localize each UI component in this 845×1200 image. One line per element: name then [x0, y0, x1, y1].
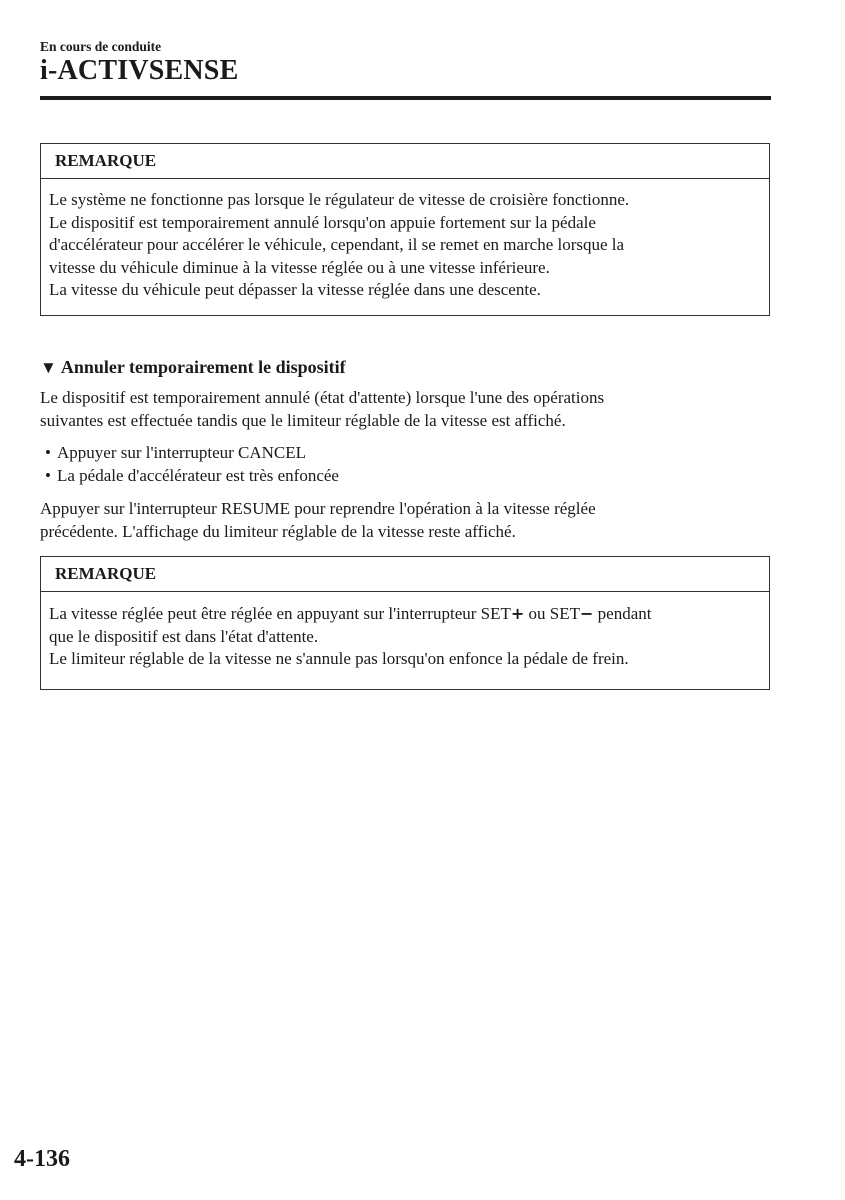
page-number: 4-136: [14, 1146, 70, 1172]
running-header-section: En cours de conduite: [40, 39, 162, 54]
note-2-text: La vitesse réglée peut être réglée en appuyant sur l'interrupteur SET: [49, 604, 511, 623]
note-2-line: que le dispositif est dans l'état d'attente.: [49, 626, 319, 646]
plus-icon: +: [510, 604, 525, 623]
triangle-down-icon: ▼: [40, 358, 57, 377]
list-item-text: La pédale d'accélérateur est très enfoncée: [57, 465, 339, 485]
bullet-icon: •: [45, 443, 51, 462]
paragraph-1: [40, 387, 760, 432]
paragraph-2: [40, 498, 760, 543]
section-heading: [40, 355, 346, 380]
note-1-line: vitesse du véhicule diminue à la vitesse réglée ou à une vitesse inférieure.: [49, 257, 550, 277]
list-item-text: Appuyer sur l'interrupteur CANCEL: [57, 443, 307, 462]
paragraph-1-line: suivantes est effectuée tandis que le limiteur réglable de la vitesse est affiché.: [40, 410, 566, 430]
note-1-line: Le dispositif est temporairement annulé lorsqu'on appuie fortement sur la pédale: [49, 212, 596, 232]
note-1-label: REMARQUE: [41, 144, 769, 179]
page-title: i-ACTIVSENSE: [40, 55, 239, 86]
bullet-icon: •: [45, 465, 51, 485]
paragraph-2-line: Appuyer sur l'interrupteur RESUME pour reprendre l'opération à la vitesse réglée: [40, 499, 596, 518]
note-2-body: [41, 592, 769, 671]
note-2-line: Le limiteur réglable de la vitesse ne s'annule pas lorsqu'on enfonce la pédale de frein.: [49, 649, 629, 668]
bullet-list: [45, 442, 339, 487]
note-1-line: Le système ne fonctionne pas lorsque le régulateur de vitesse de croisière fonctionne.: [49, 190, 630, 209]
note-box-2: [40, 556, 770, 690]
note-1-body: [41, 179, 769, 302]
note-2-label: REMARQUE: [41, 557, 769, 592]
note-1-line: d'accélérateur pour accélérer le véhicule, cependant, il se remet en marche lorsque la: [49, 235, 625, 254]
note-2-text: ou SET: [524, 604, 581, 623]
paragraph-2-line: précédente. L'affichage du limiteur réglable de la vitesse reste affiché.: [40, 521, 516, 541]
note-1-line: La vitesse du véhicule peut dépasser la vitesse réglée dans une descente.: [49, 280, 541, 299]
minus-icon: −: [580, 604, 594, 623]
note-2-text: pendant: [593, 604, 652, 623]
note-box-1: [40, 143, 770, 316]
paragraph-1-line: Le dispositif est temporairement annulé (état d'attente) lorsque l'une des opérations: [40, 388, 605, 407]
note-2-line: [49, 603, 761, 626]
section-heading-text: Annuler temporairement le dispositif: [60, 357, 346, 377]
list-item: [45, 465, 339, 488]
header-divider: [40, 96, 771, 100]
list-item: [45, 442, 339, 465]
